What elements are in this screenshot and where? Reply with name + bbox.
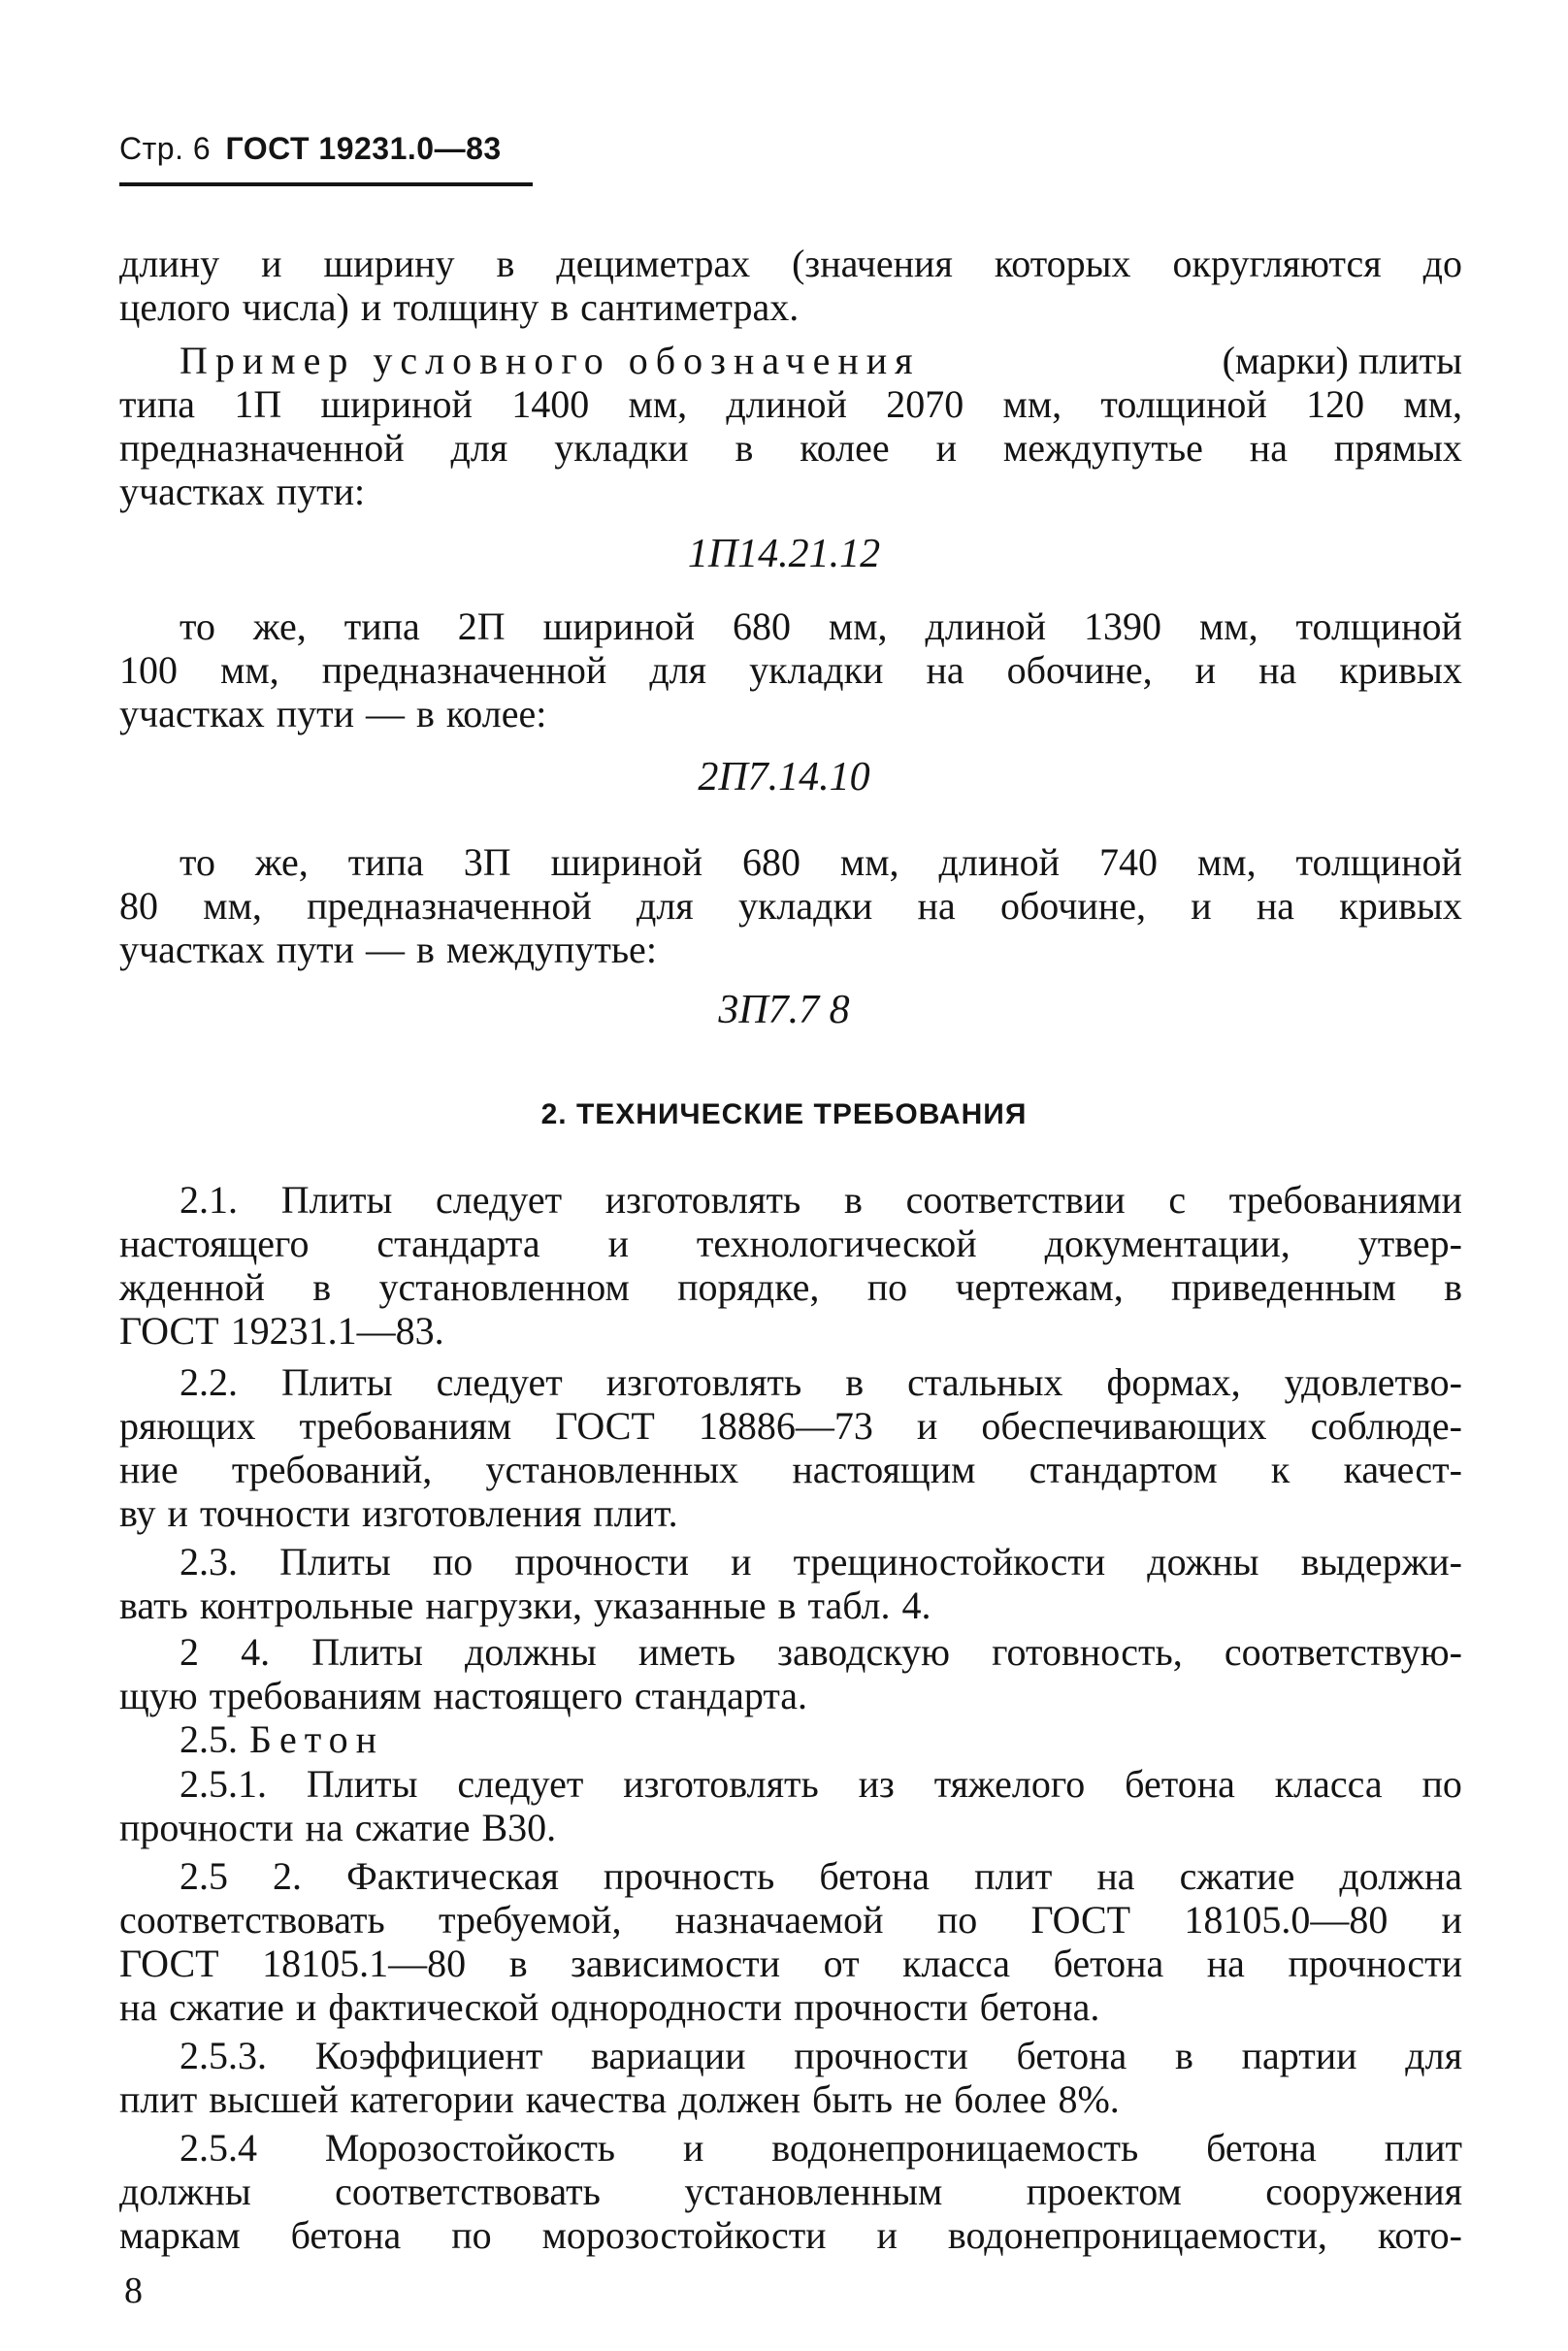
text-line: то же, типа 3П шириной 680 мм, длиной 740 мм, толщиной: [180, 840, 1462, 884]
subsection-heading: [180, 1716, 1462, 1763]
text-line: ряющих требованиям ГОСТ 18886—73 и обеспечивающих соблюде-: [119, 1404, 1462, 1448]
subsection-title: Бетон: [249, 1717, 385, 1761]
text-line: участках пути — в междупутье:: [119, 928, 657, 971]
text-line: 2.5 2. Фактическая прочность бетона плит на сжатие должна: [180, 1854, 1462, 1898]
designation-code: 2П7.14.10: [698, 755, 870, 800]
text-line: то же, типа 2П шириной 680 мм, длиной 1390 мм, толщиной: [180, 604, 1462, 648]
text-line: ву и точности изготовления плит.: [119, 1491, 678, 1535]
text-line: типа 1П шириной 1400 мм, длиной 2070 мм, толщиной 120 мм,: [119, 382, 1462, 426]
text-line: целого числа) и толщину в сантиметрах.: [119, 285, 800, 329]
text-line: ГОСТ 18105.1—80 в зависимости от класса бетона на прочности: [119, 1942, 1462, 1985]
text-line: 2.1. Плиты следует изготовлять в соответствии с требованиями: [180, 1178, 1462, 1222]
subsection-number: 2.5.: [180, 1717, 238, 1761]
example-lead-spaced: Пример условного обозначения: [180, 339, 921, 382]
text-line: участках пути — в колее:: [119, 692, 547, 735]
text-line: вать контрольные нагрузки, указанные в табл. 4.: [119, 1584, 931, 1627]
text-line: участках пути:: [119, 470, 366, 513]
example-lead-tail: (марки) плиты: [1222, 339, 1462, 382]
text-line: 2 4. Плиты должны иметь заводскую готовность, соответствую-: [180, 1630, 1462, 1674]
text-line: должны соответствовать установленным проектом сооружения: [119, 2170, 1462, 2213]
designation-code: 1П14.21.12: [687, 532, 881, 576]
text-line: 2.3. Плиты по прочности и трещиностойкости дожны выдержи-: [180, 1540, 1462, 1584]
text-line: предназначенной для укладки в колее и междупутье на прямых: [119, 426, 1462, 470]
page-header: [119, 131, 502, 167]
page-label: Стр. 6: [119, 131, 212, 166]
text-line: 2.5.3. Коэффициент вариации прочности бетона в партии для: [180, 2034, 1462, 2077]
text-line: 100 мм, предназначенной для укладки на обочине, и на кривых: [119, 648, 1462, 692]
text-line: щую требованиям настоящего стандарта.: [119, 1674, 808, 1717]
header-rule: [119, 182, 533, 186]
text-line: соответствовать требуемой, назначаемой по ГОСТ 18105.0—80 и: [119, 1898, 1462, 1942]
text-line: плит высшей категории качества должен быть не более 8%.: [119, 2077, 1120, 2121]
designation-code: 3П7.7 8: [718, 988, 850, 1032]
example-lead-line: [180, 338, 1462, 384]
text-line: ГОСТ 19231.1—83.: [119, 1309, 444, 1353]
text-line: ние требований, установленных настоящим стандартом к качест-: [119, 1448, 1462, 1491]
section-title: 2. ТЕХНИЧЕСКИЕ ТРЕБОВАНИЯ: [540, 1098, 1028, 1130]
text-line: 2.5.4 Морозостойкость и водонепроницаемость бетона плит: [180, 2126, 1462, 2170]
text-line: на сжатие и фактической однородности прочности бетона.: [119, 1985, 1100, 2029]
text-line: прочности на сжатие В30.: [119, 1806, 557, 1849]
page-number: 8: [124, 2270, 143, 2311]
text-line: настоящего стандарта и технологической документации, утвер-: [119, 1222, 1462, 1265]
text-line: жденной в установленном порядке, по чертежам, приведенным в: [119, 1265, 1462, 1309]
text-line: длину и ширину в дециметрах (значения которых округляются до: [119, 242, 1462, 285]
text-line: маркам бетона по морозостойкости и водонепроницаемости, кото-: [119, 2213, 1462, 2257]
standard-number: ГОСТ 19231.0—83: [225, 131, 502, 166]
text-line: 80 мм, предназначенной для укладки на обочине, и на кривых: [119, 884, 1462, 928]
text-line: 2.5.1. Плиты следует изготовлять из тяжелого бетона класса по: [180, 1762, 1462, 1806]
text-line: 2.2. Плиты следует изготовлять в стальных формах, удовлетво-: [180, 1360, 1462, 1404]
